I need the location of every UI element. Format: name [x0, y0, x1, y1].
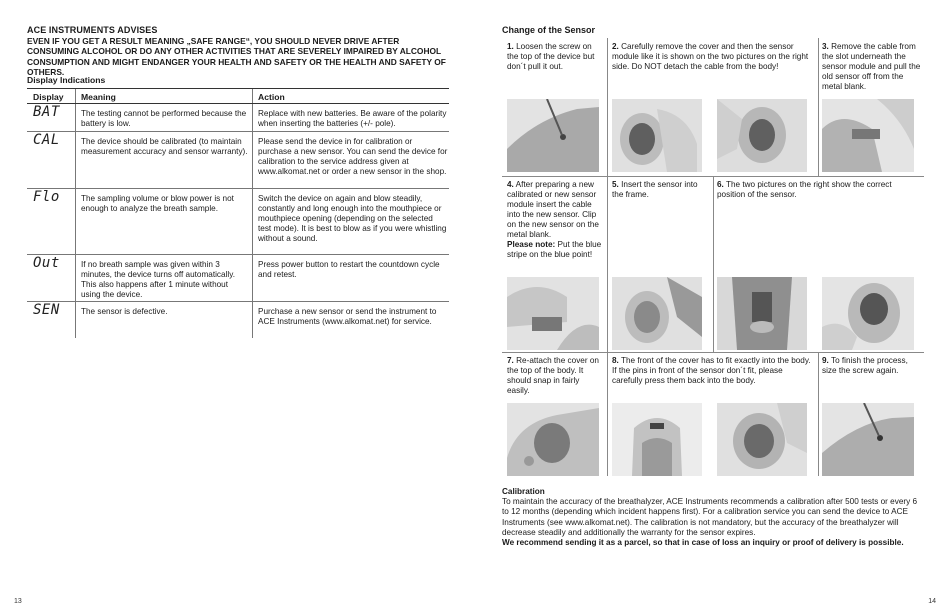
row-meaning: The device should be calibrated (to maintain measurement accuracy and sensor warranty).	[81, 137, 248, 156]
row-action: Replace with new batteries. Be aware of the polarity when inserting the batteries (+/- pole).	[258, 109, 447, 128]
row-meaning: The testing cannot be performed because the battery is low.	[81, 109, 247, 128]
photo-step-8b	[717, 403, 807, 476]
row-action: Purchase a new sensor or send the instrument to ACE Instruments (www.alkomat.net) for service.	[258, 307, 437, 326]
step-8: 8. The front of the cover has to fit exactly into the body. If the pins in front of the sensor don´t fit, please carefully press them back into the body.	[612, 356, 811, 385]
display-indications-title: Display Indications	[27, 75, 106, 85]
table-row	[27, 189, 449, 255]
row-meaning: The sampling volume or blow power is not enough to analyze the breath sample.	[81, 194, 234, 213]
display-code: Flo	[33, 189, 60, 205]
table-row	[27, 255, 449, 302]
step-1: 1. Loosen the screw on the top of the device but don´t pull it out.	[507, 42, 595, 71]
step-6: 6. The two pictures on the right show the correct position of the sensor.	[717, 180, 892, 199]
row-meaning: If no breath sample was given within 3 minutes, the device turns off automatically. This also happens after 1 minute without using the device.	[81, 260, 235, 299]
row-action: Switch the device on again and blow steadily, constantly and long enough into the mouthpiece or mouthpiece opening (depending on the selected test mode). It is best to blow as if you were whistling without a sound.	[258, 194, 447, 243]
step-4: 4. After preparing a new calibrated or new sensor module insert the cable into the new sensor. Clip on the new sensor on the metal blank. Please note: Put the blue stripe on the blue point!	[507, 180, 602, 259]
display-code: Out	[33, 255, 60, 271]
advise-warning: EVEN IF YOU GET A RESULT MEANING „SAFE RANGE“, YOU SHOULD NEVER DRIVE AFTER CONSUMING ALCOHOL OR DO ANY OTHER ACTIVITIES THAT ARE SEVERELY IMPAIRED BY ALCOHOL CONSUMPTION AND MIGHT ENDANGER YOUR HEALTH AND SAFETY OR THE HEALTH AND SAFETY OF OTHERS.	[27, 36, 446, 78]
header-action: Action	[258, 92, 285, 102]
display-code: CAL	[33, 132, 60, 148]
photo-step-9	[822, 403, 914, 476]
calibration-text: To maintain the accuracy of the breathalyzer, ACE Instruments recommends a calibration after 500 tests or every 6 to 12 months (depending which incident happens first). For a calibration service you can send the device to ACE Instruments (see www.alkomat.net). The calibration is not mandatory, but the accuracy of the breathalyzer will decrease steadily and additionally the warranty for the sensor expires.	[502, 497, 918, 537]
photo-step-6a	[717, 277, 807, 350]
photo-step-4	[507, 277, 599, 350]
calibration-heading: Calibration	[502, 487, 545, 496]
right-page	[475, 0, 950, 611]
step-2: 2. Carefully remove the cover and then the sensor module like it is shown on the two pictures on the right side. Do NOT detach the cable from the body!	[612, 42, 809, 71]
page-number: 13	[14, 598, 22, 605]
table-header	[27, 88, 449, 104]
display-code: SEN	[33, 302, 60, 318]
photo-step-3	[822, 99, 914, 172]
display-table	[27, 88, 449, 338]
row-meaning: The sensor is defective.	[81, 307, 168, 316]
page-number: 14	[928, 598, 936, 605]
table-row	[27, 132, 449, 189]
step-7: 7. Re-attach the cover on the top of the body. It should snap in fairly easily.	[507, 356, 599, 395]
advise-heading: ACE INSTRUMENTS ADVISES	[27, 25, 158, 35]
step-9: 9. To finish the process, size the screw again.	[822, 356, 908, 375]
calibration-section	[502, 487, 922, 548]
photo-step-2b	[717, 99, 807, 172]
row-action: Please send the device in for calibration or purchase a new sensor. You can send the device for calibration to the service address given at www.alkomat.net or order a new sensor in the shop.	[258, 137, 448, 176]
header-meaning: Meaning	[81, 92, 116, 102]
table-row	[27, 302, 449, 338]
header-display: Display	[33, 92, 64, 102]
step-5: 5. Insert the sensor into the frame.	[612, 180, 698, 199]
table-row	[27, 104, 449, 132]
calibration-note: We recommend sending it as a parcel, so that in case of loss an inquiry or proof of delivery is possible.	[502, 538, 904, 548]
step-3: 3. Remove the cable from the slot underneath the sensor module and pull the old sensor off from the metal blank.	[822, 42, 921, 91]
photo-step-5	[612, 277, 702, 350]
photo-step-8a	[612, 403, 702, 476]
photo-step-1	[507, 99, 599, 172]
sensor-change-title: Change of the Sensor	[502, 25, 596, 35]
display-code: BAT	[33, 104, 60, 120]
photo-step-6b	[822, 277, 914, 350]
photo-step-2a	[612, 99, 702, 172]
row-action: Press power button to restart the countdown cycle and retest.	[258, 260, 440, 279]
photo-step-7	[507, 403, 599, 476]
